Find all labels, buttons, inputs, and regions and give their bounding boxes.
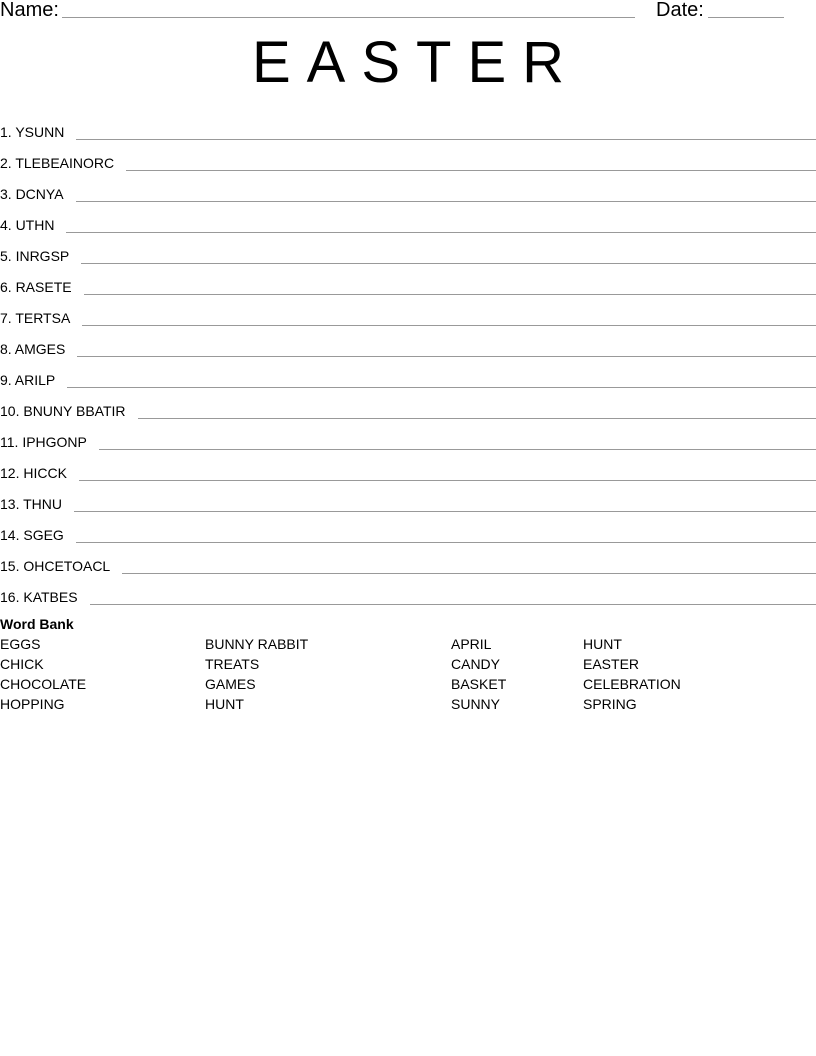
- answer-line: [126, 153, 816, 171]
- answer-line: [76, 122, 816, 140]
- scramble-word: 10. BNUNY BBATIR: [0, 403, 126, 419]
- answer-line: [76, 525, 816, 543]
- answer-line: [84, 277, 816, 295]
- word-bank-row: [0, 634, 816, 654]
- word-bank-word: CANDY: [451, 656, 501, 672]
- scramble-item-8: [0, 328, 816, 359]
- answer-line: [76, 184, 816, 202]
- word-bank-word: SUNNY: [451, 696, 501, 712]
- scramble-word: 16. KATBES: [0, 589, 78, 605]
- scramble-word: 7. TERTSA: [0, 310, 71, 326]
- word-bank-title: Word Bank: [0, 616, 74, 632]
- word-bank-row: [0, 674, 816, 694]
- word-bank-word: BUNNY RABBIT: [205, 636, 309, 652]
- answer-line: [74, 494, 816, 512]
- word-bank-row: [0, 654, 816, 674]
- scramble-item-10: [0, 390, 816, 421]
- answer-line: [81, 246, 816, 264]
- name-label: Name:: [0, 0, 59, 21]
- scramble-word: 5. INRGSP: [0, 248, 70, 264]
- scramble-word: 4. UTHN: [0, 217, 55, 233]
- answer-line: [77, 339, 816, 357]
- scramble-word: 1. YSUNN: [0, 124, 65, 140]
- word-bank-word: CHICK: [0, 656, 44, 672]
- scramble-word: 9. ARILP: [0, 372, 56, 388]
- answer-line: [79, 463, 816, 481]
- word-bank-word: CELEBRATION: [583, 676, 681, 692]
- word-bank-row: [0, 694, 816, 714]
- scramble-word: 12. HICCK: [0, 465, 67, 481]
- scramble-item-12: [0, 452, 816, 483]
- answer-line: [66, 215, 816, 233]
- scramble-item-9: [0, 359, 816, 390]
- worksheet-header: [0, 0, 816, 24]
- scramble-word: 2. TLEBEAINORC: [0, 155, 115, 171]
- word-bank-word: APRIL: [451, 636, 492, 652]
- scramble-item-11: [0, 421, 816, 452]
- word-bank-word: HUNT: [583, 636, 622, 652]
- scramble-item-5: [0, 235, 816, 266]
- word-bank-word: SPRING: [583, 696, 637, 712]
- scramble-word: 15. OHCETOACL: [0, 558, 111, 574]
- word-bank-word: EASTER: [583, 656, 640, 672]
- scramble-item-7: [0, 297, 816, 328]
- date-label: Date:: [656, 0, 704, 21]
- name-field-line: [62, 17, 635, 18]
- scramble-item-15: [0, 545, 816, 576]
- scramble-item-16: [0, 576, 816, 607]
- answer-line: [138, 401, 816, 419]
- word-bank-word: EGGS: [0, 636, 41, 652]
- answer-line: [90, 587, 816, 605]
- date-field-line: [708, 17, 784, 18]
- scramble-item-14: [0, 514, 816, 545]
- scramble-word: 14. SGEG: [0, 527, 64, 543]
- scramble-word: 13. THNU: [0, 496, 62, 512]
- scramble-word: 6. RASETE: [0, 279, 72, 295]
- answer-line: [99, 432, 816, 450]
- scramble-item-4: [0, 204, 816, 235]
- answer-line: [82, 308, 816, 326]
- answer-line: [122, 556, 816, 574]
- word-bank-word: CHOCOLATE: [0, 676, 87, 692]
- word-bank-word: TREATS: [205, 656, 260, 672]
- scramble-word: 3. DCNYA: [0, 186, 64, 202]
- scramble-word: 8. AMGES: [0, 341, 66, 357]
- scramble-item-2: [0, 142, 816, 173]
- scramble-item-6: [0, 266, 816, 297]
- word-bank-word: GAMES: [205, 676, 256, 692]
- word-bank-word: BASKET: [451, 676, 507, 692]
- scramble-item-1: [0, 111, 816, 142]
- scramble-item-3: [0, 173, 816, 204]
- word-bank-word: HOPPING: [0, 696, 65, 712]
- scramble-list: [0, 111, 816, 607]
- word-bank: [0, 614, 816, 714]
- answer-line: [67, 370, 816, 388]
- page-title: EASTER: [251, 30, 581, 95]
- word-bank-word: HUNT: [205, 696, 244, 712]
- scramble-word: 11. IPHGONP: [0, 434, 87, 450]
- scramble-item-13: [0, 483, 816, 514]
